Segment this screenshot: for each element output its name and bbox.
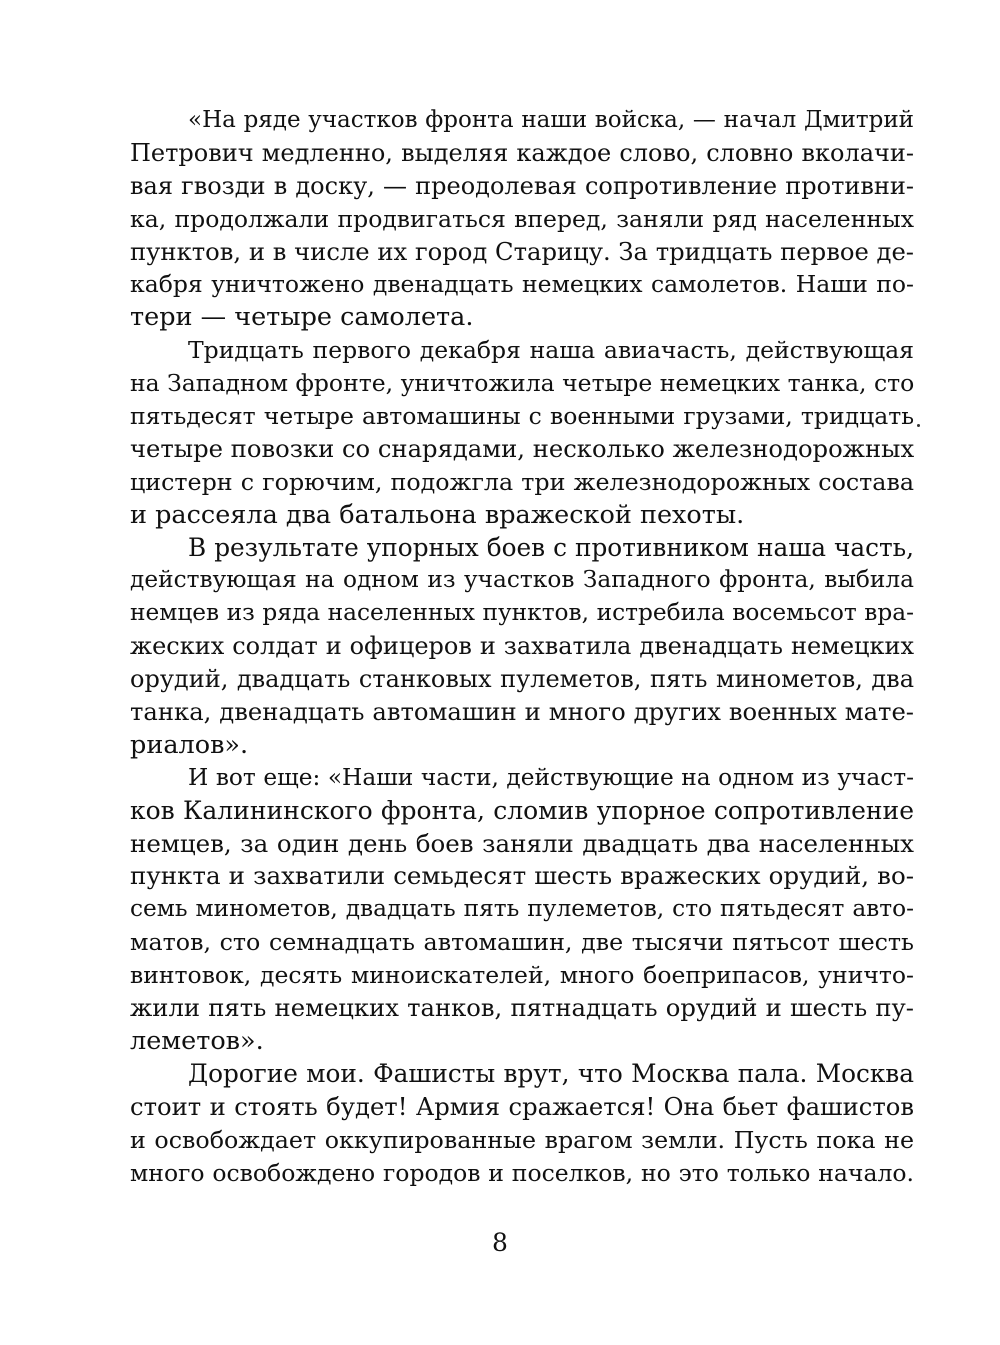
text-line: «На ряде участков фронта наши войска, — начал Дмитрий: [188, 107, 914, 133]
paragraph-5: [130, 1058, 914, 1190]
text-line: жили пять немецких танков, пятнадцать орудий и шесть пу-: [130, 993, 914, 1023]
text-line: леметов».: [130, 1025, 264, 1056]
text-line: четыре повозки со снарядами, несколько железнодорожных: [130, 433, 915, 463]
text-line: Петрович медленно, выделяя каждое слово, словно вколачи-: [130, 138, 914, 167]
text-line: И вот еще: «Наши части, действующие на одном из участ-: [188, 763, 914, 791]
text-line: стоит и стоять будет! Армия сражается! Она бьет фашистов: [130, 1091, 914, 1121]
print-speck: [917, 424, 920, 427]
text-line: вая гвозди в доску, — преодолевая сопротивление противни-: [130, 171, 914, 200]
text-line: винтовок, десять миноискателей, много боеприпасов, уничто-: [130, 961, 914, 990]
paragraph-2: [130, 334, 914, 531]
text-line: Тридцать первого декабря наша авиачасть, действующая: [188, 336, 914, 365]
text-line: пунктов, и в числе их город Старицу. За тридцать первое де-: [130, 236, 914, 266]
text-line: риалов».: [130, 729, 249, 760]
text-line: тери — четыре самолета.: [130, 302, 474, 333]
body-text: [130, 104, 914, 1189]
paragraph-3: [130, 532, 914, 762]
text-line: орудий, двадцать станковых пулеметов, пять минометов, два: [130, 665, 914, 694]
text-line: цистерн с горючим, подожгла три железнодорожных состава: [130, 467, 914, 496]
text-line: матов, сто семнадцать автомашин, две тысячи пятьсот шесть: [130, 928, 914, 957]
text-line: ков Калининского фронта, сломив упорное сопротивление: [130, 795, 914, 825]
text-line: Дорогие мои. Фашисты врут, что Москва пала. Москва: [188, 1058, 914, 1088]
text-line: немцев из ряда населенных пунктов, истребила восемьсот вра-: [130, 599, 914, 627]
text-line: пятьдесят четыре автомашины с военными грузами, тридцать: [130, 402, 914, 431]
text-line: кабря уничтожено двенадцать немецких самолетов. Наши по-: [130, 270, 914, 299]
paragraph-1: [130, 104, 914, 334]
text-line: и освобождает оккупированные врагом земли. Пусть пока не: [130, 1125, 914, 1154]
text-line: семь минометов, двадцать пять пулеметов, сто пятьдесят авто-: [130, 895, 914, 923]
text-line: ка, продолжали продвигаться вперед, заняли ряд населенных: [130, 204, 914, 233]
text-line: и рассеяла два батальона вражеской пехоты.: [130, 499, 745, 530]
text-line: немцев, за один день боев заняли двадцать два населенных: [130, 828, 914, 858]
page-number: 8: [492, 1228, 508, 1257]
text-line: В результате упорных боев с противником наша часть,: [188, 532, 914, 562]
paragraph-4: [130, 762, 914, 1058]
text-line: жеских солдат и офицеров и захватила двенадцать немецких: [130, 632, 914, 661]
text-line: пункта и захватили семьдесят шесть вражеских орудий, во-: [130, 861, 914, 891]
text-line: действующая на одном из участков Западного фронта, выбила: [130, 566, 914, 594]
text-line: на Западном фронте, уничтожила четыре немецких танка, сто: [130, 369, 915, 398]
text-line: танка, двенадцать автомашин и много других военных мате-: [130, 697, 914, 727]
text-line: много освобождено городов и поселков, но это только начало.: [130, 1158, 914, 1187]
